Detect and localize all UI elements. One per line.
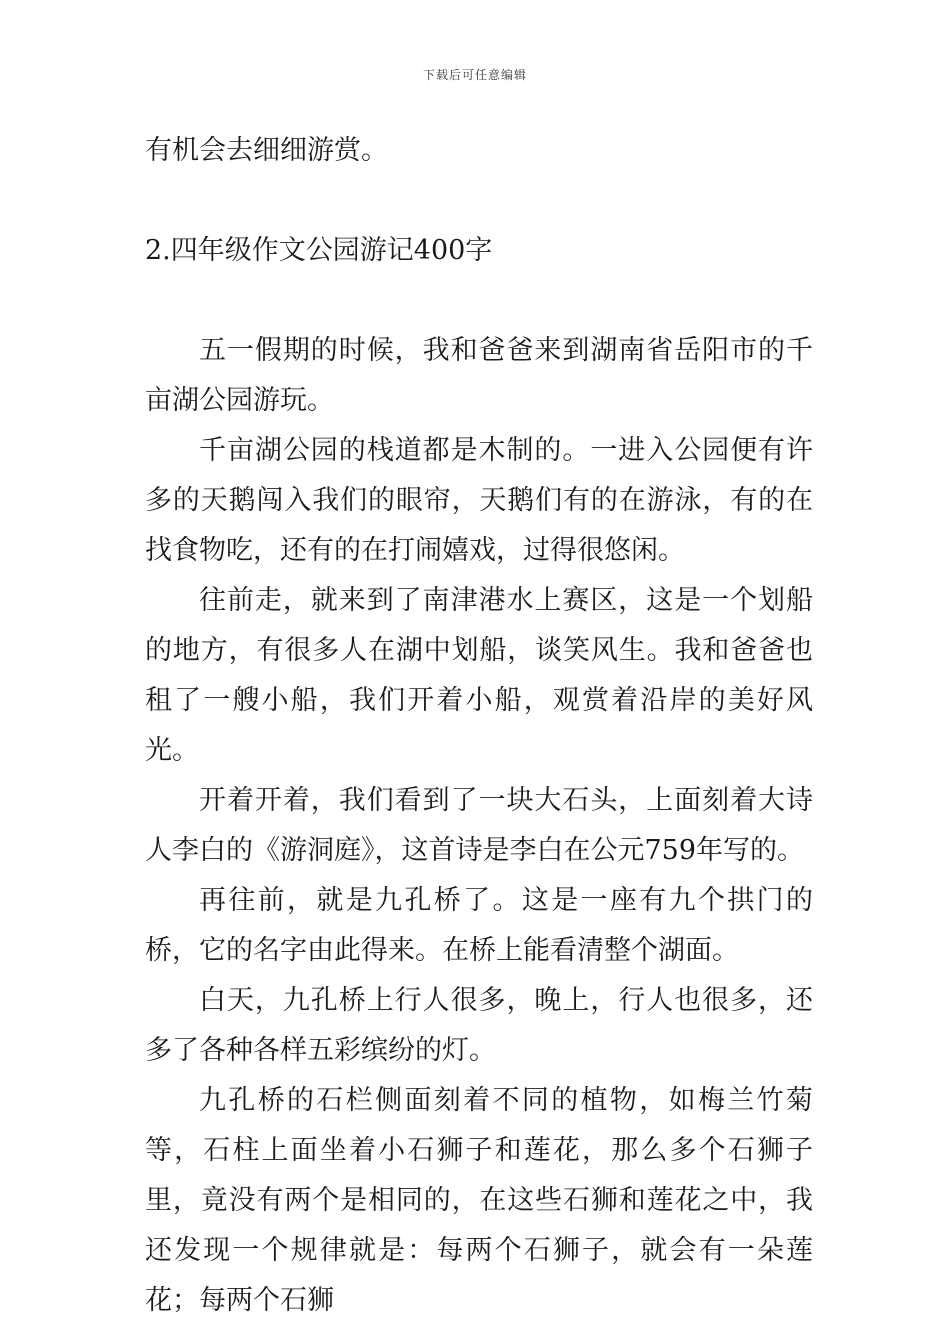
paragraph-3: 往前走，就来到了南津港水上赛区，这是一个划船的地方，有很多人在湖中划船，谈笑风生。我和爸爸也租了一艘小船，我们开着小船，观赏着沿岸的美好风光。 — [145, 585, 813, 766]
header-note: 下载后可任意编辑 — [422, 68, 527, 82]
paragraph-7: 九孔桥的石栏侧面刻着不同的植物，如梅兰竹菊等，石柱上面坐着小石狮子和莲花，那么多个石狮子里，竟没有两个是相同的，在这些石狮和莲花之中，我还发现一个规律就是：每两个石狮子，就会有一朵莲花；每两个石狮 — [145, 1085, 813, 1316]
section-title: 2.四年级作文公园游记400字 — [145, 235, 493, 266]
paragraph-1: 五一假期的时候，我和爸爸来到湖南省岳阳市的千亩湖公园游玩。 — [145, 335, 813, 416]
paragraph-5: 再往前，就是九孔桥了。这是一座有九个拱门的桥，它的名字由此得来。在桥上能看清整个湖面。 — [145, 885, 813, 966]
carryover-line: 有机会去细细游赏。 — [145, 135, 388, 166]
paragraph-6: 白天，九孔桥上行人很多，晚上，行人也很多，还多了各种各样五彩缤纷的灯。 — [145, 985, 813, 1066]
paragraph-4: 开着开着，我们看到了一块大石头，上面刻着大诗人李白的《游洞庭》，这首诗是李白在公元759年写的。 — [145, 785, 813, 866]
paragraph-2: 千亩湖公园的栈道都是木制的。一进入公园便有许多的天鹅闯入我们的眼帘，天鹅们有的在游泳，有的在找食物吃，还有的在打闹嬉戏，过得很悠闲。 — [145, 435, 813, 566]
essay-body — [145, 326, 813, 1326]
document-content — [145, 126, 813, 1316]
